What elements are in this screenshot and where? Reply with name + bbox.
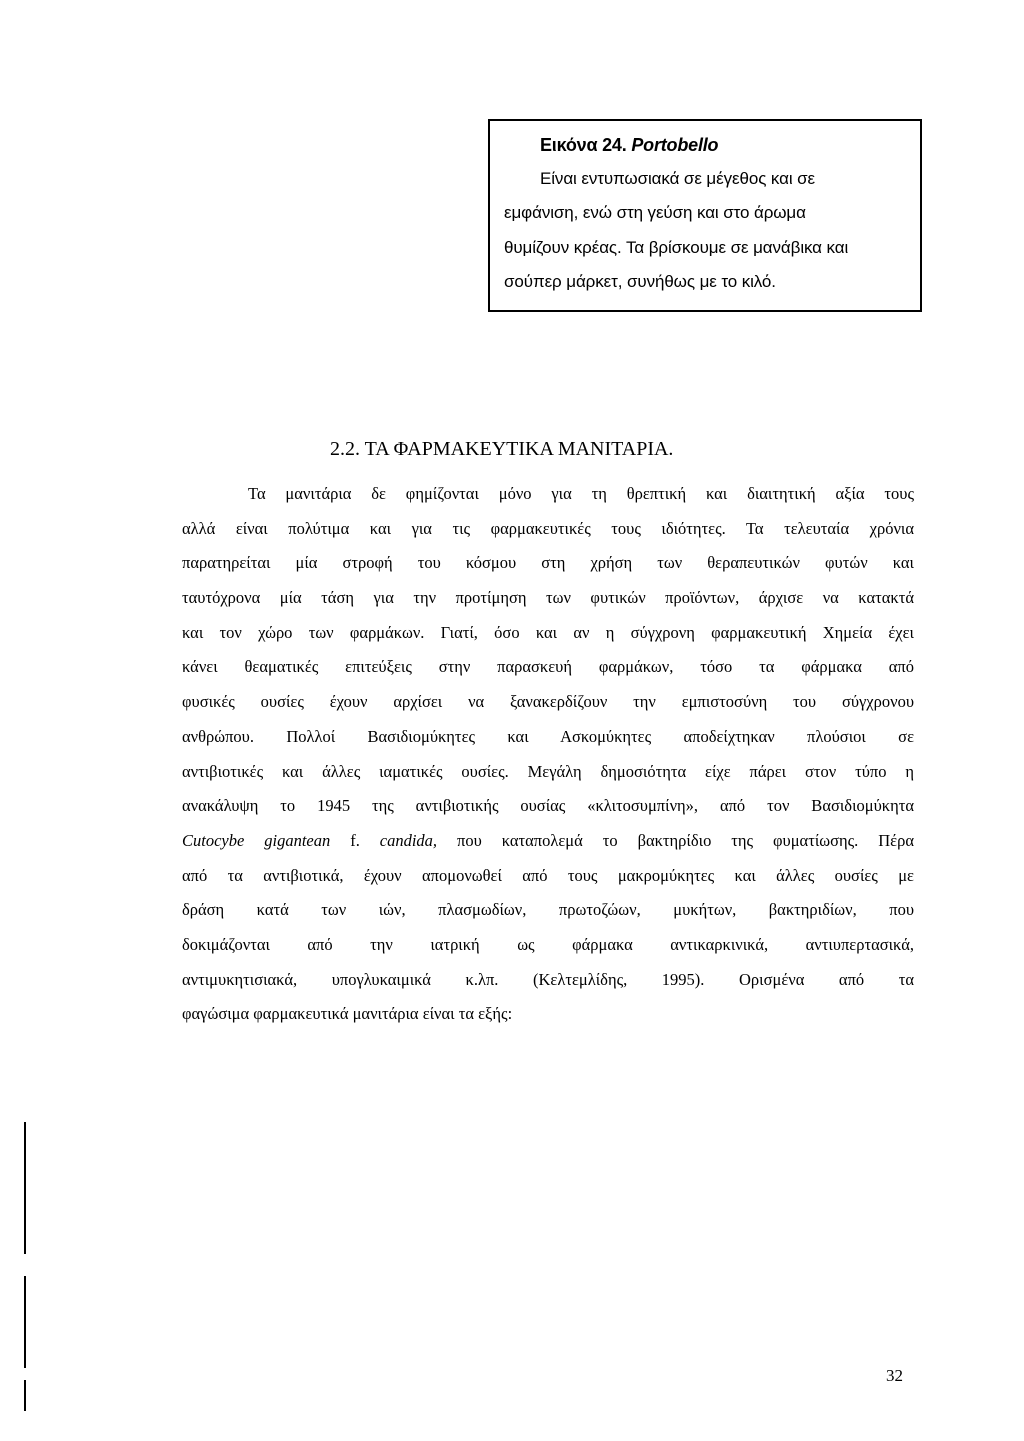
body-line: κάνει θεαματικές επιτεύξεις στην παρασκευή φαρμάκων, τόσο τα φάρμακα από	[182, 657, 914, 677]
figure-caption-line: θυμίζουν κρέας. Τα βρίσκουμε σε μανάβικα και	[504, 238, 849, 257]
body-line: αντιβιοτικές και άλλες ιαματικές ουσίες. Μεγάλη δημοσιότητα είχε πάρει στον τύπο η	[182, 761, 914, 781]
figure-caption-title	[540, 135, 718, 156]
body-line: ανθρώπου. Πολλοί Βασιδιομύκητες και Ασκομύκητες αποδείχτηκαν πλούσιοι σε	[182, 726, 914, 746]
body-line: φαγώσιμα φαρμακευτικά μανιτάρια είναι τα εξής:	[182, 1004, 513, 1024]
section-heading: 2.2. ΤΑ ΦΑΡΜΑΚΕΥΤΙΚΑ ΜΑΝΙΤΑΡΙΑ.	[330, 438, 674, 460]
figure-label: Εικόνα 24.	[540, 135, 627, 155]
body-paragraph	[182, 477, 914, 1032]
body-line: και τον χώρο των φαρμάκων. Γιατί, όσο και αν η σύγχρονη φαρμακευτική Χημεία έχει	[182, 622, 914, 642]
figure-caption-line: σούπερ μάρκετ, συνήθως με το κιλό.	[504, 272, 776, 291]
body-line: δράση κατά των ιών, πλασμωδίων, πρωτοζώων, μυκήτων, βακτηριδίων, που	[182, 900, 914, 920]
species-variety: candida,	[379, 830, 438, 850]
body-line-species	[182, 824, 914, 859]
figure-caption-box	[488, 119, 922, 312]
figure-caption-line: εμφάνιση, ενώ στη γεύση και στο άρωμα	[504, 203, 806, 222]
body-line: ταυτόχρονα μία τάση για την προτίμηση των φυτικών προϊόντων, άρχισε να κατακτά	[182, 588, 914, 608]
body-line: αντιμυκητισιακά, υπογλυκαιμικά κ.λπ. (Κελτεμλίδης, 1995). Ορισμένα από τα	[182, 969, 914, 989]
body-line: φυσικές ουσίες έχουν αρχίσει να ξανακερδίζουν την εμπιστοσύνη του σύγχρονου	[182, 692, 914, 712]
figure-name: Portobello	[631, 135, 719, 155]
body-line: από τα αντιβιοτικά, έχουν απομονωθεί από τους μακρομύκητες και άλλες ουσίες με	[182, 865, 914, 885]
body-line: Τα μανιτάρια δε φημίζονται μόνο για τη θρεπτική και διαιτητική αξία τους	[248, 484, 914, 503]
body-line: ανακάλυψη το 1945 της αντιβιοτικής ουσίας «κλιτοσυμπίνη», από τον Βασιδιομύκητα	[182, 796, 914, 816]
margin-rule	[24, 1122, 26, 1254]
margin-rule	[24, 1380, 26, 1411]
species-form: f.	[330, 830, 380, 850]
body-line: παρατηρείται μία στροφή του κόσμου στη χρήση των θεραπευτικών φυτών και	[182, 553, 914, 573]
species-description: που καταπολεμά το βακτηρίδιο της φυματίωσης. Πέρα	[437, 830, 914, 850]
margin-rule	[24, 1276, 26, 1368]
figure-caption-line: Είναι εντυπωσιακά σε μέγεθος και σε	[540, 169, 815, 188]
species-genus: Cutocybe gigantean	[182, 830, 331, 850]
page-number: 32	[886, 1366, 903, 1385]
body-line: αλλά είναι πολύτιμα και για τις φαρμακευτικές τους ιδιότητες. Τα τελευταία χρόνια	[182, 518, 914, 538]
body-line: δοκιμάζονται από την ιατρική ως φάρμακα αντικαρκινικά, αντιυπερτασικά,	[182, 934, 914, 954]
